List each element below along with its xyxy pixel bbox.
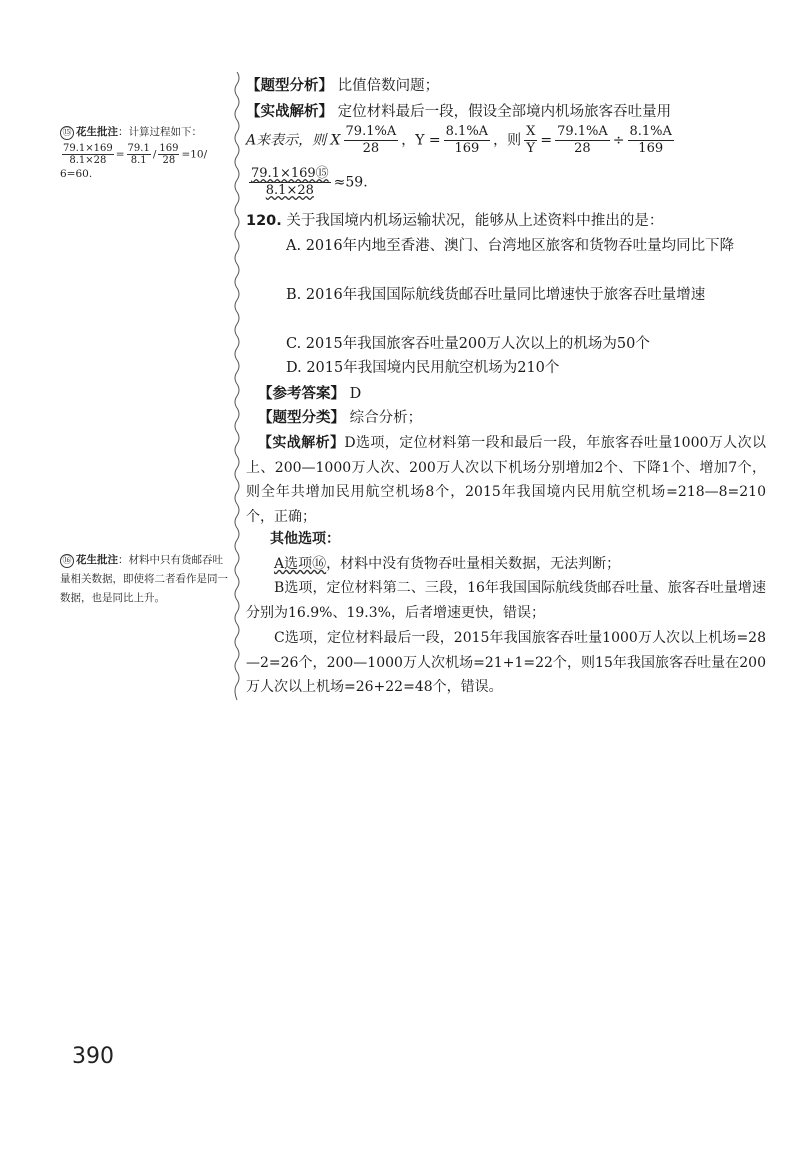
question-text: 关于我国境内机场运输状况，能够从上述资料中推出的是： [286,213,664,229]
note-label: 花生批注 [76,554,118,566]
fraction: $\frac{79.1\times 169}{8.1\times 28}$ [63,143,113,166]
option-d [286,356,756,381]
category-line [258,406,422,427]
slash: / [152,148,157,161]
category-label: 【题型分类】 [258,410,345,426]
answer-line [258,382,361,403]
option-text: 2016年内地至香港、澳门、台湾地区旅客和货物吞吐量均同比下降 [305,238,735,254]
type-analysis-line [246,74,439,95]
result-approx: ≈59. [333,174,368,191]
question-number: 120. [246,213,282,229]
equals-sign: = [540,132,553,149]
other-option-a [246,552,766,577]
formula-ratio-prefix: ，则 [493,132,522,149]
other-option-c: C选项，定位材料最后一段，2015年我国旅客吞吐量1000万人次以上机场=28—2=26个，200—1000万人次机场=21+1=22个，则15年我国旅客吞吐量在200万人次以上机场=26+22=48个，错误。 [246,630,766,695]
option-letter: D. [286,360,302,376]
note-label: 花生批注 [76,126,118,138]
option-a-lead: A选项⑯ [274,556,327,572]
fraction-ratio: $\frac{X}{Y}$ [526,124,536,156]
sidenote-option-a [60,551,230,608]
divide-sign: ÷ [612,132,625,149]
fraction-a: $\frac{79.1\%A}{28}$ [557,124,608,156]
fraction: $\frac{79.1}{8.1}$ [127,143,150,166]
type-analysis-text: 比值倍数问题； [337,78,440,94]
note-text: ：材料中只有货邮吞吐量相关数据，即使将二者看作是同一数据，也是同比上升。 [60,554,228,604]
question-stem [246,209,663,230]
option-a-rest: ，材料中没有货物吞吐量相关数据，无法判断； [326,556,621,572]
type-analysis-label: 【题型分析】 [246,78,333,94]
result-fraction: $\frac{\text{79.1×169⑮}}{8.1\times 28}$ [251,166,329,198]
analysis-body: D选项，定位材料第一段和最后一段，年旅客吞吐量1000万人次以上、200—1000万人次、200万人次以下机场分别增加2个、下降1个、增加7个，则全年共增加民用航空机场8个，2015年我国境内民用航空机场=218—8=210个，正确； [246,435,766,525]
analysis-label: 【实战解析】 [246,104,333,120]
option-text: 2015年我国境内民用航空机场为210个 [306,360,560,376]
answer-value: D [349,386,362,402]
option-a [286,234,756,259]
equals-sign: = [115,148,125,161]
fraction-b: $\frac{8.1\%A}{169}$ [629,124,672,156]
note-marker: ⑯ [60,554,74,568]
analysis-text: 定位材料最后一段，假设全部境内机场旅客吞吐量用 [337,104,672,120]
analysis-paragraph [246,431,766,529]
option-b [286,283,756,308]
note-text: ：计算过程如下： [118,126,202,138]
fraction-x: $\frac{79.1\%A}{28}$ [345,124,397,156]
option-letter: B. [286,287,302,303]
wavy-divider [233,72,241,700]
note-expr-end: 6=60. [60,168,93,180]
option-letter: C. [286,336,302,352]
option-c [286,332,756,357]
formula-line [246,124,677,157]
answer-label: 【参考答案】 [258,386,345,402]
option-text: 2016年我国国际航线货邮吞吐量同比增速快于旅客吞吐量增速 [305,287,706,303]
analysis-label: 【实战解析】 [258,435,345,451]
page-number: 390 [72,1044,114,1069]
other-option-b: B选项，定位材料第二、三段，16年我国国际航线货邮吞吐量、旅客吞吐量增速分别为16.9%、19.3%，后者增速更快，错误； [246,580,766,621]
other-options-heading: 其他选项： [270,531,340,547]
category-value: 综合分析； [349,410,423,426]
result-line [246,166,368,199]
option-letter: A. [286,238,302,254]
sidenote-calculation [60,124,230,183]
note-marker: ⑮ [60,126,74,140]
expr-tail: =10/ [181,148,208,161]
option-text: 2015年我国旅客吞吐量200万人次以上的机场为50个 [305,336,650,352]
fraction-y: $\frac{8.1\%A}{169}$ [445,124,489,156]
fraction: $\frac{169}{28}$ [159,143,179,166]
formula-y-prefix: ，Y = [401,132,441,149]
analysis-line [246,100,671,121]
formula-intro: A来表示，则 X [246,132,341,149]
